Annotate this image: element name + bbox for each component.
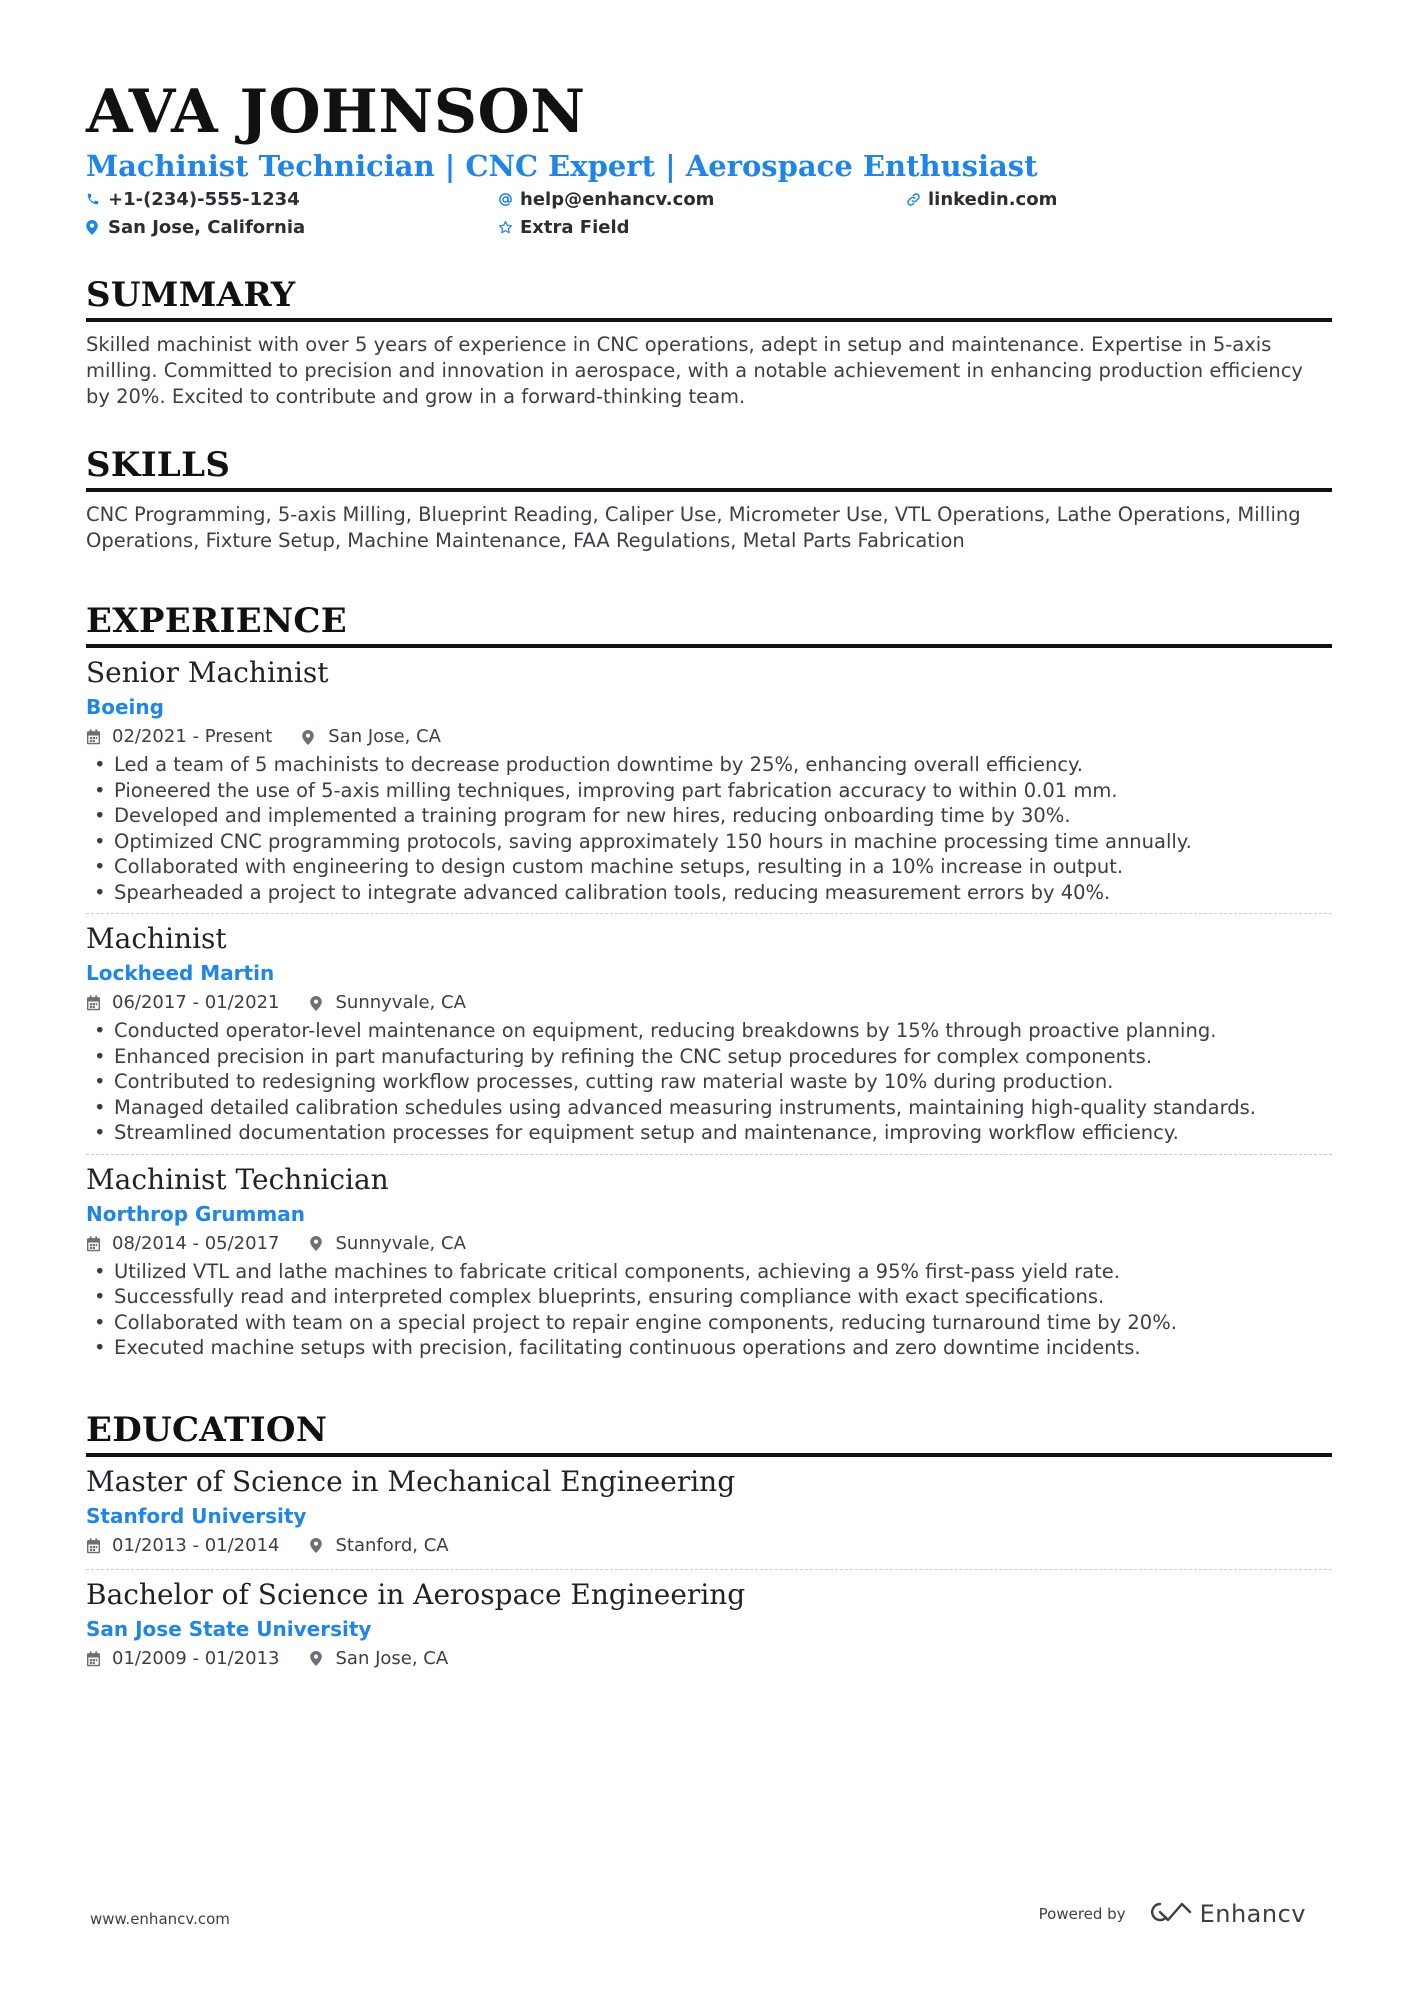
education-location: Stanford, CA xyxy=(335,1534,449,1556)
location-pin-icon xyxy=(310,1236,336,1251)
bullet-item: • Led a team of 5 machinists to decrease production downtime by 25%, enhancing overall efficiency. xyxy=(86,752,1332,778)
education-meta xyxy=(86,1644,1332,1674)
bullet-item: • Conducted operator-level maintenance on equipment, reducing breakdowns by 15% through proactive planning. xyxy=(86,1018,1332,1044)
bullet-item: • Managed detailed calibration schedules using advanced measuring instruments, maintaining high-quality standards. xyxy=(86,1095,1332,1121)
enhancv-logo[interactable] xyxy=(1148,1900,1306,1928)
education-location: San Jose, CA xyxy=(335,1647,449,1669)
contact-email[interactable] xyxy=(498,186,906,212)
calendar-icon xyxy=(86,1651,112,1667)
candidate-tagline: Machinist Technician | CNC Expert | Aerospace Enthusiast xyxy=(86,149,1038,183)
bullet-item: • Enhanced precision in part manufacturing by refining the CNC setup procedures for complex components. xyxy=(86,1044,1332,1070)
school-name: San Jose State University xyxy=(86,1616,372,1641)
skills-title: SKILLS xyxy=(86,444,1332,492)
job-meta xyxy=(86,988,1332,1018)
experience-title: EXPERIENCE xyxy=(86,600,1332,648)
experience-entry xyxy=(86,1155,1332,1369)
enhancv-logo-icon xyxy=(1148,1901,1192,1927)
bullet-item: • Collaborated with team on a special project to repair engine components, reducing turnaround time by 20%. xyxy=(86,1310,1332,1336)
education-meta xyxy=(86,1531,1332,1561)
powered-by-label: Powered by xyxy=(1038,1905,1126,1923)
calendar-icon xyxy=(86,1538,112,1554)
contact-location-text: San Jose, California xyxy=(108,216,306,238)
job-bullets xyxy=(86,1018,1332,1146)
contact-linkedin-text: linkedin.com xyxy=(928,188,1058,210)
company-name: Boeing xyxy=(86,695,164,719)
at-icon xyxy=(498,192,520,207)
location-pin-icon xyxy=(310,996,336,1011)
education-entry xyxy=(86,1457,1332,1570)
education-entry xyxy=(86,1570,1332,1682)
job-location: San Jose, CA xyxy=(328,726,441,747)
contact-phone xyxy=(86,186,498,212)
footer-website[interactable]: www.enhancv.com xyxy=(90,1910,230,1928)
bullet-item: • Spearheaded a project to integrate advanced calibration tools, reducing measurement errors by 40%. xyxy=(86,880,1332,906)
calendar-icon xyxy=(86,1236,112,1252)
experience-entry xyxy=(86,648,1332,914)
enhancv-brand-name: Enhancv xyxy=(1199,1900,1306,1928)
school-name: Stanford University xyxy=(86,1503,307,1528)
calendar-icon xyxy=(86,995,112,1011)
resume-content xyxy=(86,78,1332,1682)
contact-info xyxy=(86,186,1332,240)
bullet-item: • Collaborated with engineering to design custom machine setups, resulting in a 10% increase in output. xyxy=(86,854,1332,880)
contact-location xyxy=(86,214,498,240)
summary-text: Skilled machinist with over 5 years of experience in CNC operations, adept in setup and maintenance. Expertise in 5-axis milling. Committed to precision and innovation in aerospace, with a notable achievement in enhancing production efficiency by 20%. Excited to contribute and grow in a forward-thinking team. xyxy=(86,333,1303,408)
job-location: Sunnyvale, CA xyxy=(335,992,466,1013)
job-meta xyxy=(86,722,1332,752)
bullet-item: • Successfully read and interpreted complex blueprints, ensuring compliance with exact specifications. xyxy=(86,1284,1332,1310)
education-dates: 01/2013 - 01/2014 xyxy=(112,1534,280,1556)
job-bullets xyxy=(86,752,1332,905)
job-title: Senior Machinist xyxy=(86,656,329,689)
location-pin-icon xyxy=(310,1538,336,1553)
company-name: Lockheed Martin xyxy=(86,961,275,985)
bullet-item: • Executed machine setups with precision, facilitating continuous operations and zero downtime incidents. xyxy=(86,1335,1332,1361)
skills-text: CNC Programming, 5-axis Milling, Blueprint Reading, Caliper Use, Micrometer Use, VTL Operations, Lathe Operations, Milling Operations, Fixture Setup, Machine Maintenance, FAA Regulations, Metal Parts Fabrication xyxy=(86,503,1301,552)
experience-entry xyxy=(86,914,1332,1155)
education-dates: 01/2009 - 01/2013 xyxy=(112,1647,280,1669)
job-title: Machinist xyxy=(86,922,227,955)
education-section xyxy=(86,1409,1332,1682)
calendar-icon xyxy=(86,729,112,745)
contact-phone-text: +1-(234)-555-1234 xyxy=(108,188,300,210)
bullet-item: • Streamlined documentation processes for equipment setup and maintenance, improving workflow efficiency. xyxy=(86,1120,1332,1146)
job-meta xyxy=(86,1229,1332,1259)
job-bullets xyxy=(86,1259,1332,1361)
bullet-item: • Developed and implemented a training program for new hires, reducing onboarding time by 30%. xyxy=(86,803,1332,829)
degree-title: Master of Science in Mechanical Engineering xyxy=(86,1464,736,1498)
location-pin-icon xyxy=(86,220,108,235)
experience-section xyxy=(86,600,1332,1369)
location-pin-icon xyxy=(302,730,328,745)
education-title: EDUCATION xyxy=(86,1409,1332,1457)
degree-title: Bachelor of Science in Aerospace Engineering xyxy=(86,1577,746,1611)
bullet-item: • Utilized VTL and lathe machines to fabricate critical components, achieving a 95% first-pass yield rate. xyxy=(86,1259,1332,1285)
contact-extra-text: Extra Field xyxy=(520,216,630,238)
bullet-item: • Pioneered the use of 5-axis milling techniques, improving part fabrication accuracy to within 0.01 mm. xyxy=(86,778,1332,804)
job-dates: 06/2017 - 01/2021 xyxy=(112,992,280,1013)
footer-powered-by xyxy=(1039,1900,1306,1928)
bullet-item: • Optimized CNC programming protocols, saving approximately 150 hours in machine processing time annually. xyxy=(86,829,1332,855)
company-name: Northrop Grumman xyxy=(86,1201,305,1226)
location-pin-icon xyxy=(310,1651,336,1666)
job-dates: 08/2014 - 05/2017 xyxy=(112,1232,280,1254)
bullet-item: • Contributed to redesigning workflow processes, cutting raw material waste by 10% during production. xyxy=(86,1069,1332,1095)
summary-section xyxy=(86,274,1332,410)
job-dates: 02/2021 - Present xyxy=(112,726,273,747)
contact-linkedin[interactable] xyxy=(906,186,1206,212)
contact-email-text: help@enhancv.com xyxy=(520,188,715,210)
phone-icon xyxy=(86,192,108,206)
star-icon xyxy=(498,220,520,235)
summary-title: SUMMARY xyxy=(86,274,1332,322)
contact-extra xyxy=(498,214,906,240)
link-icon xyxy=(906,192,928,207)
job-location: Sunnyvale, CA xyxy=(335,1232,466,1254)
candidate-name: AVA JOHNSON xyxy=(86,77,586,147)
job-title: Machinist Technician xyxy=(86,1162,389,1196)
skills-section xyxy=(86,444,1332,554)
